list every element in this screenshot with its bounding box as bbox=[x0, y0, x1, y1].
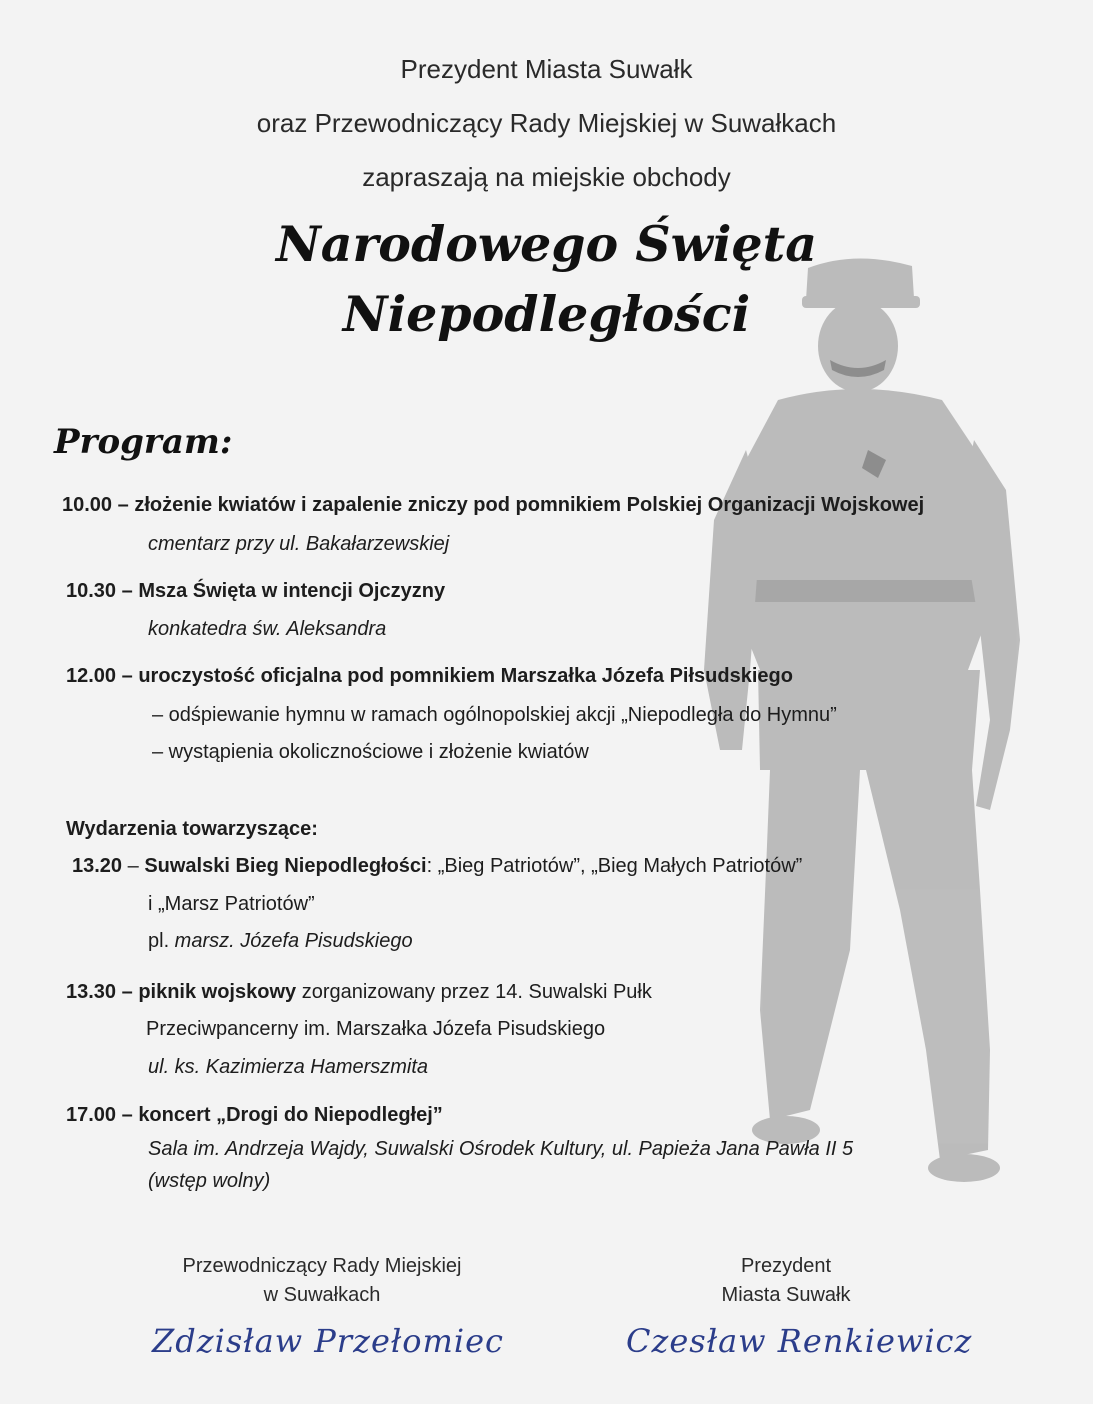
header-line-1: Prezydent Miasta Suwałk bbox=[400, 54, 693, 84]
signatory-title-line-1: Prezydent bbox=[740, 1255, 832, 1277]
program-item-title: złożenie kwiatów i zapalenie zniczy pod pomnikiem Polskiej Organizacji Wojskowej bbox=[134, 494, 925, 516]
signatory-title-line-2: w Suwałkach bbox=[263, 1284, 381, 1306]
program-item-time: 10.00 bbox=[62, 494, 113, 516]
handwritten-signature-left: Zdzisław Przełomiec bbox=[152, 1322, 504, 1360]
event-item-3: 17.00 – koncert „Drogi do Niepodległej” bbox=[66, 1104, 443, 1126]
event-item-place-note: (wstęp wolny) bbox=[148, 1170, 271, 1192]
event-item-title: Suwalski Bieg Niepodległości bbox=[144, 855, 427, 877]
handwritten-signature-right: Czesław Renkiewicz bbox=[626, 1322, 973, 1360]
event-item-desc: zorganizowany przez 14. Suwalski Pułk bbox=[296, 981, 652, 1003]
signatory-title-line-1: Przewodniczący Rady Miejskiej bbox=[182, 1255, 462, 1277]
event-item-desc: : „Bieg Patriotów”, „Bieg Małych Patriotów” bbox=[426, 855, 803, 877]
event-item-place: Sala im. Andrzeja Wajdy, Suwalski Ośrodek Kultury, ul. Papieża Jana Pawła II 5 bbox=[148, 1138, 854, 1160]
event-item-time: 13.20 bbox=[72, 855, 123, 877]
event-place-prefix: pl. bbox=[148, 930, 170, 952]
program-item-place: cmentarz przy ul. Bakałarzewskiej bbox=[148, 533, 450, 555]
program-item-3: 12.00 – uroczystość oficjalna pod pomnikiem Marszałka Józefa Piłsudskiego bbox=[66, 665, 793, 687]
event-item-time: 17.00 bbox=[66, 1104, 117, 1126]
event-item-place bbox=[148, 930, 413, 953]
header-line-2: oraz Przewodniczący Rady Miejskiej w Suwałkach bbox=[256, 108, 837, 138]
program-item-subpoint: – odśpiewanie hymnu w ramach ogólnopolskiej akcji „Niepodległa do Hymnu” bbox=[152, 704, 837, 726]
program-item-time: 10.30 bbox=[66, 580, 117, 602]
signature-block-left bbox=[122, 1252, 522, 1310]
event-item-title: koncert „Drogi do Niepodległej” bbox=[138, 1104, 443, 1126]
header-line-3: zapraszają na miejskie obchody bbox=[362, 162, 731, 192]
event-item-continuation: i „Marsz Patriotów” bbox=[148, 893, 315, 915]
event-item-title: piknik wojskowy bbox=[138, 981, 297, 1003]
program-heading: Program: bbox=[54, 422, 233, 462]
event-place-name: marsz. Józefa Pisudskiego bbox=[169, 930, 413, 952]
program-item-title: uroczystość oficjalna pod pomnikiem Marszałka Józefa Piłsudskiego bbox=[138, 665, 793, 687]
program-item-time: 12.00 bbox=[66, 665, 117, 687]
event-item-continuation: Przeciwpancerny im. Marszałka Józefa Pisudskiego bbox=[146, 1018, 606, 1040]
program-item-place: konkatedra św. Aleksandra bbox=[148, 618, 387, 640]
event-item-place: ul. ks. Kazimierza Hamerszmita bbox=[148, 1056, 429, 1078]
signature-block-right bbox=[636, 1252, 936, 1310]
events-heading: Wydarzenia towarzyszące: bbox=[66, 818, 318, 840]
program-item-2: 10.30 – Msza Święta w intencji Ojczyzny bbox=[66, 580, 446, 602]
invitation-header bbox=[0, 42, 1093, 204]
event-title-line-1: Narodowego Święta bbox=[275, 215, 818, 273]
program-item-1: 10.00 – złożenie kwiatów i zapalenie zniczy pod pomnikiem Polskiej Organizacji Wojskowej bbox=[62, 494, 925, 516]
event-item-2: 13.30 – piknik wojskowy zorganizowany przez 14. Suwalski Pułk bbox=[66, 981, 652, 1003]
program-item-subpoint: – wystąpienia okolicznościowe i złożenie kwiatów bbox=[152, 741, 589, 763]
event-title-line-2: Niepodległości bbox=[342, 285, 751, 343]
event-item-time: 13.30 bbox=[66, 981, 117, 1003]
signatory-title-line-2: Miasta Suwałk bbox=[721, 1284, 851, 1306]
marshal-figure-image bbox=[690, 250, 1050, 1210]
event-item-1: 13.20 – Suwalski Bieg Niepodległości: „Bieg Patriotów”, „Bieg Małych Patriotów” bbox=[72, 855, 803, 877]
program-item-title: Msza Święta w intencji Ojczyzny bbox=[138, 580, 446, 602]
